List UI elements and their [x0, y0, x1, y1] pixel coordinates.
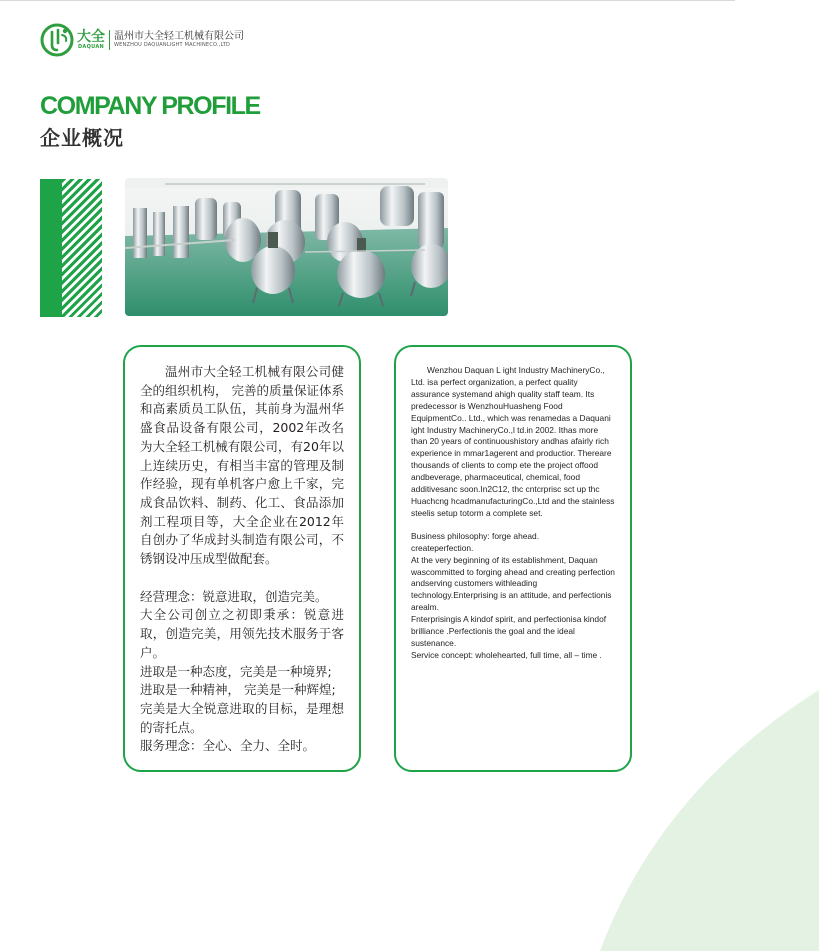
profile-cn-attitude: 进取是一种态度，完美是一种境界; [140, 663, 332, 679]
profile-cn-philosophy: 经营理念：锐意进取，创造完美。 [140, 588, 328, 604]
company-name-en: WENZHOU DAQUANLIGHT MACHINECO.,LTD [114, 41, 231, 48]
profile-cn-spirit: 进取是一种精神， 完美是一种辉煌; [140, 682, 336, 698]
company-name-cn: 温州市大全轻工机械有限公司 [114, 31, 244, 43]
factory-tanks-photo-icon [125, 178, 448, 316]
profile-en-card [394, 345, 632, 772]
daquan-logo-icon [40, 23, 74, 57]
profile-cn-goal: 完美是大全锐意进取的目标，是理想的寄托点。 [140, 700, 344, 735]
profile-en-philosophy-2: createperfection. [411, 542, 474, 553]
profile-cn-service: 服务理念：全心、全力、全时。 [140, 738, 316, 754]
profile-en-philosophy-1: Business philosophy: forge ahead. [411, 530, 540, 541]
brand-name-en: DAQUAN [77, 44, 105, 50]
company-logo [40, 22, 244, 58]
top-rule [0, 0, 735, 1]
profile-en-service: Service concept: wholehearted, full time, all – time . [411, 649, 602, 660]
accent-bar [40, 179, 62, 317]
page-title: COMPANY PROFILE [40, 92, 260, 120]
accent-hatch [62, 179, 102, 317]
brand-name-cn: 大全 [77, 29, 105, 45]
page-subtitle: 企业概况 [40, 126, 124, 150]
profile-en-spirit: Fnterprisingis A kindof spirit, and perfectionisa kindof brilliance .Perfectionis the goal and the ideal sustenance. [411, 614, 607, 648]
logo-divider [109, 30, 110, 50]
profile-en-intro: Wenzhou Daquan L ight Industry MachineryCo., Ltd. isa perfect organization, a perfect quality assurance systemand ahigh quality staff team. Its predecessor is WenzhouHuasheng Food EquipmentCo.. Ltd., which was renamedas a Daquani ight Industry MachineryCo.,l td.in 2002. Ithas more than 20 years of continuoushistory andhas afairly rich experience in mmar1agerent and productior. Thereare thousands of clients to comp ete the project offood andbeverage, pharmaceutical, chemical, food additivesanc soon.In2C12, thc cntcrprisc sct up thc Huachcng hcadmanufacturingCo.,Ltd and the stainless steelis setup totorm a complete set. [411, 365, 615, 518]
profile-cn-origin: 大全公司创立之初即秉承：锐意进取，创造完美，用领先技术服务于客户。 [140, 607, 344, 660]
profile-cn-card [123, 345, 361, 772]
profile-cn-intro: 温州市大全轻工机械有限公司健全的组织机构， 完善的质量保证体系和高素质员工队伍，其前身为温州华盛食品设备有限公司，2002年改名为大全轻工机械有限公司，有20年以上连续历史，有相当丰富的管理及制作经验，现有单机客户愈上千家，完成食品饮料、制药、化工、食品添加剂工程项目等，大全企业在2012年自创办了华成封头制造有限公司，不锈钢设冲压成型做配套。 [140, 364, 344, 567]
decorative-arc [600, 690, 819, 951]
profile-en-establishment: At the very beginning of its establishment, Daquan wascommitted to forging ahead and creating perfection andserving customers withleading technology.Enterprising is an attitude, and perfectionis arealm. [411, 554, 615, 613]
factory-photo [125, 178, 448, 316]
